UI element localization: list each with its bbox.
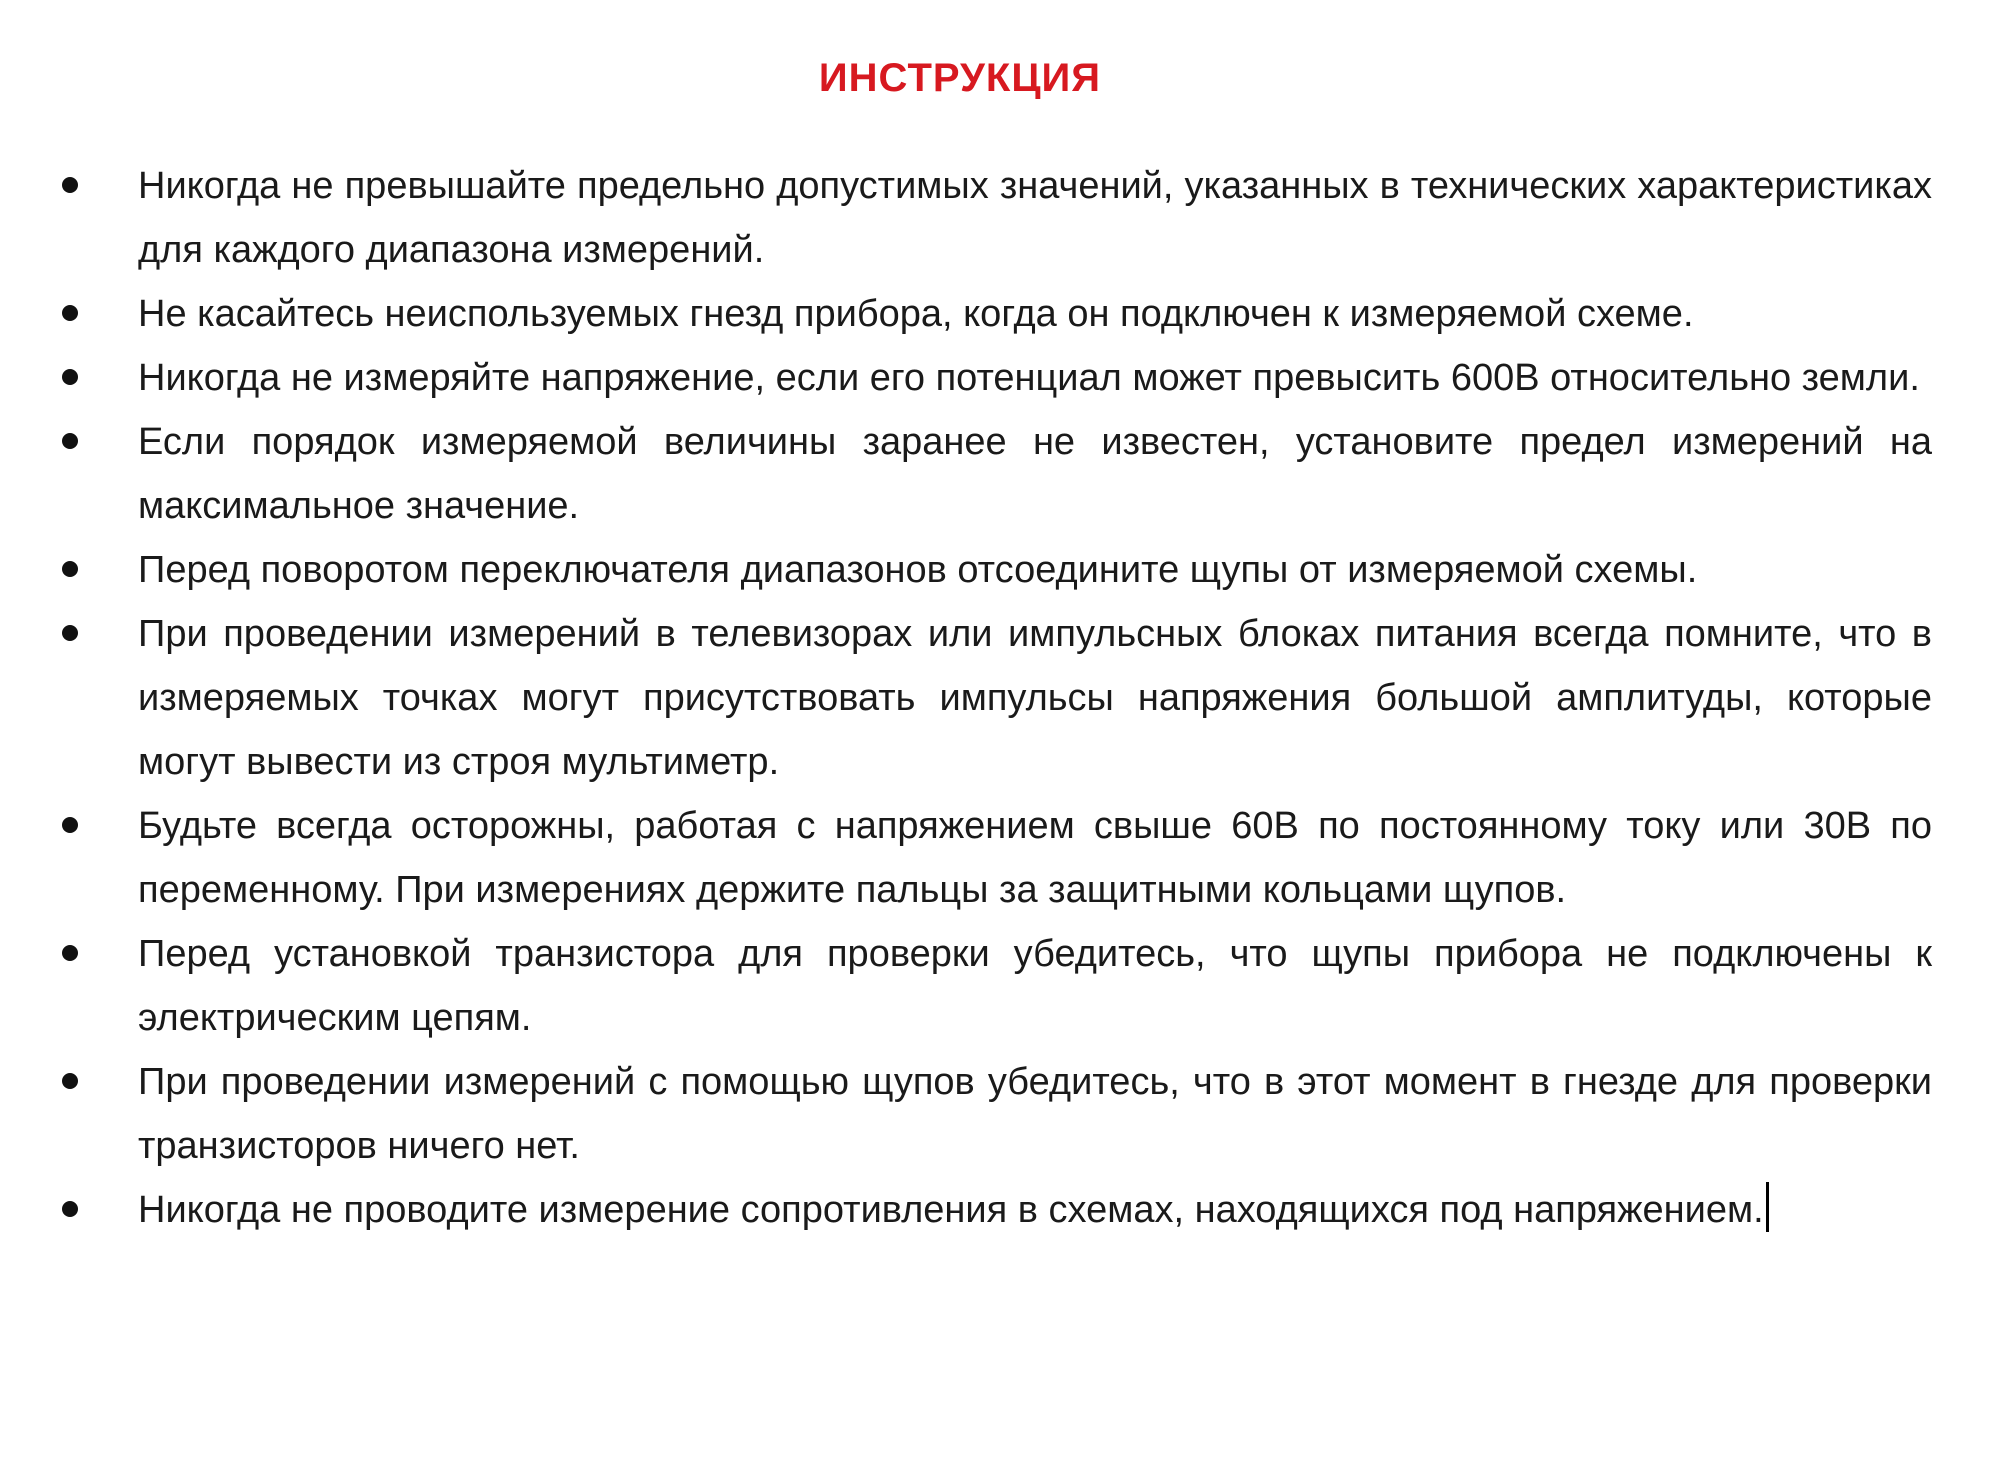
list-item-text: При проведении измерений в телевизорах или импульсных блоках питания всегда помните, что в измеряемых точках могут присутствовать импульсы напряжения большой амплитуды, которые могут вывести из строя мультиметр. bbox=[138, 613, 1932, 783]
bullet-icon bbox=[62, 369, 78, 385]
list-item bbox=[0, 794, 1932, 922]
bullet-icon bbox=[62, 1073, 78, 1089]
list-item bbox=[0, 602, 1932, 794]
list-item bbox=[0, 154, 1932, 282]
instruction-list bbox=[0, 154, 2000, 1242]
bullet-icon bbox=[62, 177, 78, 193]
bullet-icon bbox=[62, 625, 78, 641]
list-item bbox=[0, 410, 1932, 538]
list-item-text: Перед установкой транзистора для проверки убедитесь, что щупы прибора не подключены к электрическим цепям. bbox=[138, 933, 1932, 1039]
list-item bbox=[0, 1050, 1932, 1178]
bullet-icon bbox=[62, 433, 78, 449]
list-item-text: Если порядок измеряемой величины заранее не известен, установите предел измерений на максимальное значение. bbox=[138, 421, 1932, 527]
list-item-text: Никогда не проводите измерение сопротивления в схемах, находящихся под напряжением. bbox=[138, 1189, 1764, 1231]
list-item-text: При проведении измерений с помощью щупов убедитесь, что в этот момент в гнезде для проверки транзисторов ничего нет. bbox=[138, 1061, 1932, 1167]
bullet-icon bbox=[62, 945, 78, 961]
bullet-icon bbox=[62, 561, 78, 577]
list-item bbox=[0, 346, 1932, 410]
bullet-icon bbox=[62, 1201, 78, 1217]
list-item-text: Никогда не превышайте предельно допустимых значений, указанных в технических характеристиках для каждого диапазона измерений. bbox=[138, 165, 1932, 271]
list-item bbox=[0, 282, 1932, 346]
list-item-text: Перед поворотом переключателя диапазонов отсоедините щупы от измеряемой схемы. bbox=[138, 549, 1698, 591]
bullet-icon bbox=[62, 817, 78, 833]
list-item bbox=[0, 538, 1932, 602]
bullet-icon bbox=[62, 305, 78, 321]
text-cursor bbox=[1766, 1182, 1769, 1232]
list-item-text: Будьте всегда осторожны, работая с напряжением свыше 60В по постоянному току или 30В по переменному. При измерениях держите пальцы за защитными кольцами щупов. bbox=[138, 805, 1932, 911]
document-title: ИНСТРУКЦИЯ bbox=[818, 56, 1102, 100]
list-item bbox=[0, 922, 1932, 1050]
list-item-text: Никогда не измеряйте напряжение, если его потенциал может превысить 600В относительно земли. bbox=[138, 357, 1920, 399]
list-item[interactable] bbox=[0, 1178, 1932, 1242]
list-item-text: Не касайтесь неиспользуемых гнезд прибора, когда он подключен к измеряемой схеме. bbox=[138, 293, 1694, 335]
